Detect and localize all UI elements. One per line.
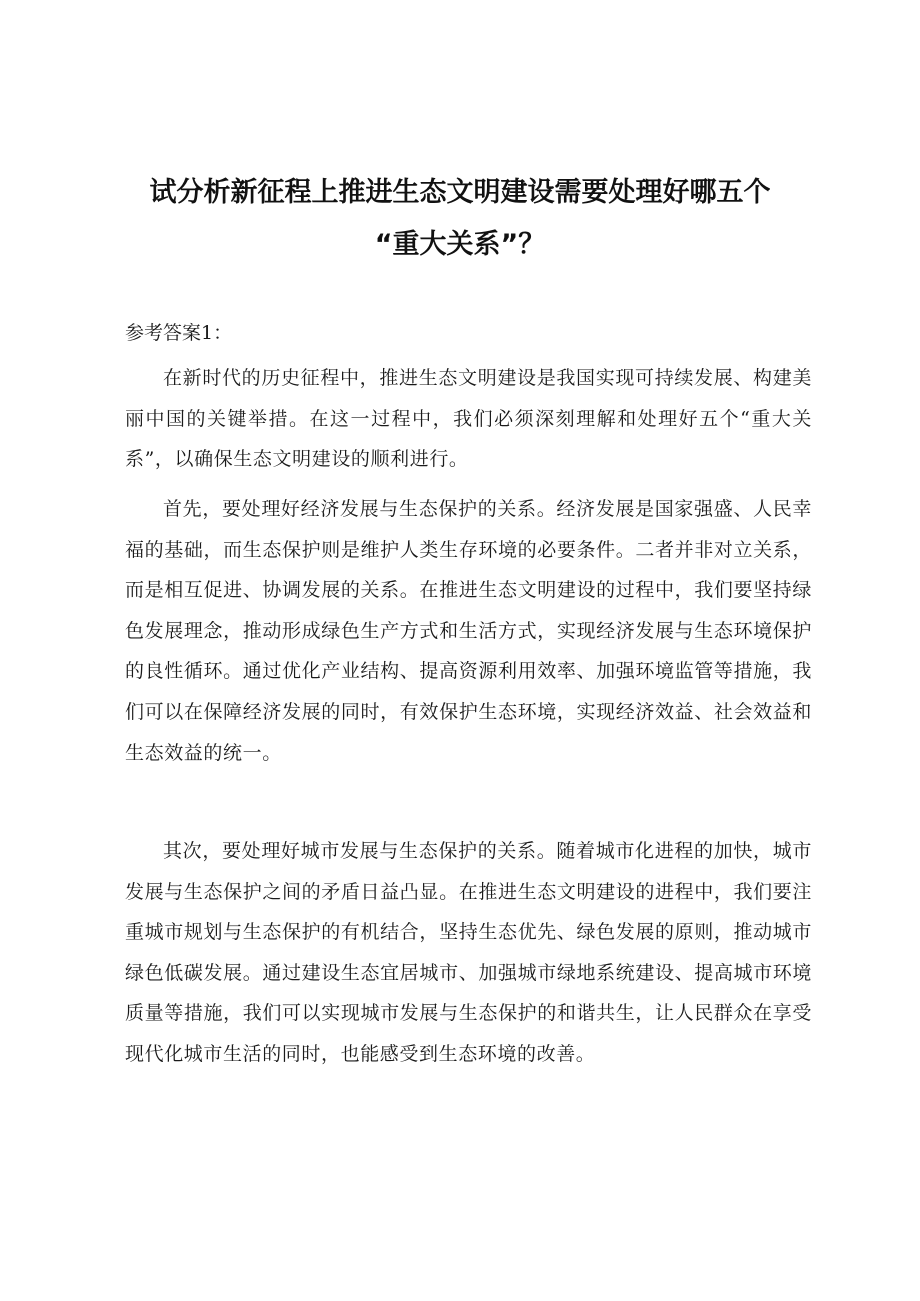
document-title-line-1: 试分析新征程上推进生态文明建设需要处理好哪五个	[149, 177, 771, 208]
answer-label: 参考答案1：	[125, 322, 233, 344]
paragraph-intro: 在新时代的历史征程中，推进生态文明建设是我国实现可持续发展、构建美丽中国的关键举措。在这一过程中，我们必须深刻理解和处理好五个“重大关系”，以确保生态文明建设的顺利进行。	[125, 367, 812, 471]
paragraph-economy-ecology: 首先，要处理好经济发展与生态保护的关系。经济发展是国家强盛、人民幸福的基础，而生态保护则是维护人类生存环境的必要条件。二者并非对立关系，而是相互促进、协调发展的关系。在推进生态文明建设的过程中，我们要坚持绿色发展理念，推动形成绿色生产方式和生活方式，实现经济发展与生态环境保护的良性循环。通过优化产业结构、提高资源利用效率、加强环境监管等措施，我们可以在保障经济发展的同时，有效保护生态环境，实现经济效益、社会效益和生态效益的统一。	[125, 498, 812, 764]
document-title-line-2: “重大关系”？	[374, 229, 546, 260]
paragraph-city-ecology: 其次，要处理好城市发展与生态保护的关系。随着城市化进程的加快，城市发展与生态保护之间的矛盾日益凸显。在推进生态文明建设的进程中，我们要注重城市规划与生态保护的有机结合，坚持生态优先、绿色发展的原则，推动城市绿色低碳发展。通过建设生态宜居城市、加强城市绿地系统建设、提高城市环境质量等措施，我们可以实现城市发展与生态保护的和谐共生，让人民群众在享受现代化城市生活的同时，也能感受到生态环境的改善。	[125, 840, 812, 1065]
